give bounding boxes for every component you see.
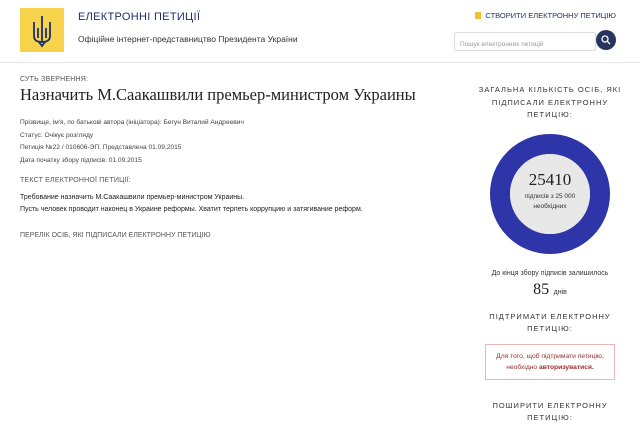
signature-count: 25410 <box>528 169 572 189</box>
document-icon <box>475 12 481 19</box>
signers-list-link[interactable]: ПЕРЕЛІК ОСІБ, ЯКІ ПІДПИСАЛИ ЕЛЕКТРОННУ ПЕТИЦІЮ <box>20 232 211 239</box>
signature-progress-ring <box>490 134 610 254</box>
petition-text <box>20 192 460 216</box>
trident-icon <box>20 8 64 52</box>
site-header <box>0 0 640 63</box>
subject-label: СУТЬ ЗВЕРНЕННЯ: <box>20 76 89 83</box>
search-icon <box>601 35 611 45</box>
auth-notice <box>485 344 615 380</box>
auth-link[interactable]: авторизуватися. <box>539 363 594 371</box>
remaining-label: До кінця збору підписів залишилось <box>491 269 609 277</box>
petition-title: Назначить М.Саакашвили премьер-министром Украины <box>20 85 416 104</box>
site-subtitle: Офіційне інтернет-представництво Президента України <box>78 34 298 44</box>
petition-text-line: Требование назначить М.Саакашвили премьер-министром Украины. <box>20 194 245 201</box>
auth-text: Для того, щоб підтримати петицію, необхідно <box>496 352 604 371</box>
signature-needed: підписів з 25 000 необхідних <box>524 192 576 210</box>
petition-sidebar <box>475 84 625 425</box>
petition-author: Прізвище, ім'я, по батькові автора (ініціатора): Бегун Виталий Андреевич <box>20 119 244 126</box>
search-input[interactable] <box>455 36 595 53</box>
count-heading: ЗАГАЛЬНА КІЛЬКІСТЬ ОСІБ, ЯКІ ПІДПИСАЛИ ЕЛЕКТРОННУ ПЕТИЦІЮ: <box>478 85 622 119</box>
site-title[interactable]: ЕЛЕКТРОННІ ПЕТИЦІЇ <box>78 11 201 23</box>
petition-text-line: Пусть человек проводит наконец в Украине реформы. Хватит терпеть коррупцию и затягивание реформ. <box>20 206 363 213</box>
support-heading: ПІДТРИМАТИ ЕЛЕКТРОННУ ПЕТИЦІЮ: <box>489 311 611 333</box>
petition-main <box>20 76 460 239</box>
text-label: ТЕКСТ ЕЛЕКТРОННОЇ ПЕТИЦІЇ: <box>20 177 131 184</box>
logo[interactable] <box>20 8 64 52</box>
petition-number: Петиція №22 / 010606-ЭП. Представлена 01.09.2015 <box>20 144 182 151</box>
days-unit: днів <box>553 288 567 296</box>
search-button[interactable] <box>596 30 616 50</box>
create-petition-link[interactable] <box>475 11 616 20</box>
days-remaining <box>475 281 625 299</box>
share-heading: ПОШИРИТИ ЕЛЕКТРОННУ ПЕТИЦІЮ: <box>492 400 608 422</box>
petition-meta <box>20 117 460 167</box>
petition-start-date: Дата початку збору підписів: 01.09.2015 <box>20 156 142 164</box>
days-number: 85 <box>533 280 550 298</box>
search-box <box>454 32 596 51</box>
petition-status: Статус: Очікує розгляду <box>20 131 94 139</box>
create-petition-label: СТВОРИТИ ЕЛЕКТРОННУ ПЕТИЦІЮ <box>485 11 616 20</box>
